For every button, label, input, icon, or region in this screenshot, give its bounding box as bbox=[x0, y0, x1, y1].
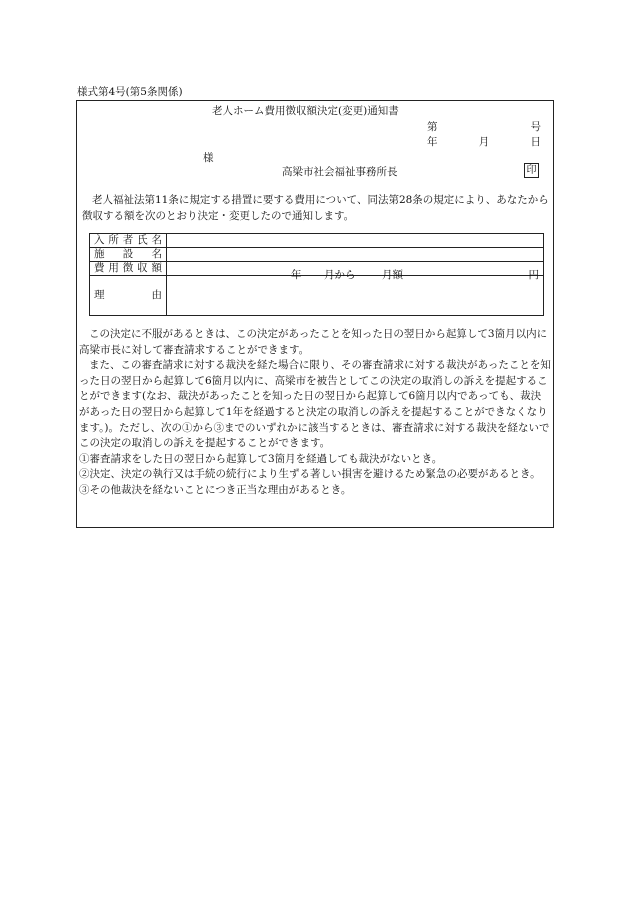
notice-paragraph: この決定に不服があるときは、この決定があったことを知った日の翌日から起算して3箇月以内に高梁市長に対して審査請求することができます。 bbox=[79, 328, 548, 356]
issue-date-row bbox=[427, 134, 541, 149]
fee-amount-label bbox=[90, 262, 167, 276]
fee-year-unit: 年 bbox=[291, 268, 302, 281]
facility-label-char: 施 bbox=[94, 248, 105, 260]
notice-item: ①審査請求をした日の翌日から起算して3箇月を経過しても裁決がないとき。 bbox=[79, 452, 443, 465]
notice-item: ②決定、決定の執行又は手続の続行により生ずる著しい損害を避けるため緊急の必要があるとき。 bbox=[79, 468, 541, 481]
document-title: 老人ホーム費用徴収額決定(変更)通知書 bbox=[212, 105, 399, 117]
number-prefix: 第 bbox=[427, 121, 438, 133]
facility-label-char: 設 bbox=[122, 248, 134, 260]
facility-label-char: 名 bbox=[151, 248, 162, 260]
date-month: 月 bbox=[478, 136, 490, 148]
fee-yen-unit: 円 bbox=[528, 268, 539, 281]
resident-name-label bbox=[90, 234, 167, 248]
reason-label-char: 由 bbox=[151, 289, 162, 301]
notice-paragraph: また、この審査請求に対する裁決を経た場合に限り、その審査請求に対する裁決があったことを知った日の翌日から起算して6箇月以内に、高梁市を被告としてこの決定の取消しの訴えを提起することができます(なお、裁決があったことを知った日の翌日から起算して6箇月以内であっても、裁決があった日の翌日から起算して1年を経過すると決定の取消しの訴えを提起することができなくなります。)。ただし、次の①から③までのいずれかに該当するときは、審査請求に対する裁決を経ないでこの決定の取消しの訴えを提起することができます。 bbox=[79, 359, 551, 450]
reason-value bbox=[167, 276, 544, 316]
facility-name-value bbox=[167, 248, 544, 262]
fee-monthly-label: 月額 bbox=[382, 268, 403, 281]
lead-paragraph: 老人福祉法第11条に規定する措置に要する費用について、同法第28条の規定により、あなたから徴収する額を次のとおり決定・変更したので通知します。 bbox=[82, 194, 549, 222]
resident-name-value bbox=[167, 234, 544, 248]
seal-mark: 印 bbox=[524, 163, 539, 178]
addressee-honorific: 様 bbox=[203, 152, 214, 164]
fee-info-table bbox=[89, 233, 544, 316]
reason-label bbox=[90, 276, 167, 316]
form-number-label: 様式第4号(第5条関係) bbox=[77, 86, 183, 98]
table-row bbox=[90, 262, 544, 276]
issuing-office: 高梁市社会福祉事務所長 bbox=[282, 166, 398, 178]
number-suffix: 号 bbox=[530, 121, 541, 133]
appeal-notice bbox=[79, 327, 551, 499]
table-row bbox=[90, 276, 544, 316]
document-number-row bbox=[427, 119, 541, 134]
notice-item: ③その他裁決を経ないことにつき正当な理由があるとき。 bbox=[79, 483, 352, 496]
fee-from-month: 月から bbox=[324, 268, 356, 281]
fee-amount-text: 費 用 徴 収 額 bbox=[94, 262, 162, 274]
fee-amount-value bbox=[167, 262, 544, 281]
resident-name-text: 入 所 者 氏 名 bbox=[94, 234, 162, 246]
reason-label-char: 理 bbox=[94, 289, 105, 301]
table-row bbox=[90, 248, 544, 262]
date-day: 日 bbox=[530, 136, 541, 148]
table-row bbox=[90, 234, 544, 248]
date-year: 年 bbox=[427, 136, 438, 148]
facility-name-label bbox=[90, 248, 167, 262]
